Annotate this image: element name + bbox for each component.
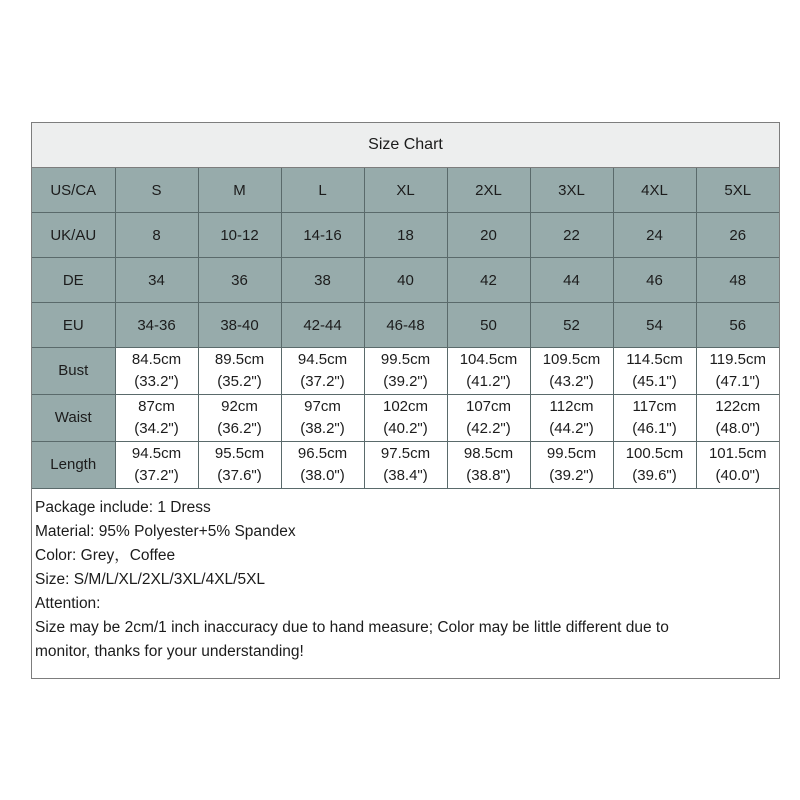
size-row [32, 168, 779, 213]
size-cell: 46-48 [364, 303, 447, 348]
size-table [32, 168, 779, 489]
package-note: Package include: 1 Dress [35, 499, 211, 516]
inch-value: (42.2") [466, 420, 511, 437]
measurement-cell [696, 395, 779, 442]
product-notes [32, 489, 779, 664]
color-note: Color: Grey，Coffee [35, 547, 176, 564]
inch-value: (38.0") [300, 467, 345, 484]
size-row [32, 213, 779, 258]
inch-value: (34.2") [134, 420, 179, 437]
cm-value: 97.5cm [380, 445, 431, 462]
cm-value: 112cm [549, 398, 594, 415]
size-cell: 34 [115, 258, 198, 303]
size-cell: 42 [447, 258, 530, 303]
inch-value: (33.2") [134, 373, 179, 390]
size-chart-title: Size Chart [32, 123, 779, 168]
cm-value: 107cm [465, 398, 512, 415]
inch-value: (38.2") [300, 420, 345, 437]
measurement-cell [115, 395, 198, 442]
measurement-cell [281, 442, 364, 489]
cm-value: 102cm [382, 398, 429, 415]
size-cell: 14-16 [281, 213, 364, 258]
cm-value: 84.5cm [131, 351, 182, 368]
row-label: DE [32, 258, 115, 303]
measurement-cell [198, 442, 281, 489]
cm-value: 94.5cm [131, 445, 182, 462]
size-cell: 20 [447, 213, 530, 258]
cm-value: 100.5cm [625, 445, 684, 462]
size-cell: 42-44 [281, 303, 364, 348]
inch-value: (40.2") [383, 420, 428, 437]
size-cell: M [198, 168, 281, 213]
cm-value: 98.5cm [463, 445, 514, 462]
size-cell: 5XL [696, 168, 779, 213]
size-cell: 8 [115, 213, 198, 258]
size-chart-panel [31, 122, 780, 679]
size-cell: 34-36 [115, 303, 198, 348]
measurement-label: Waist [32, 395, 115, 442]
cm-value: 87cm [138, 398, 175, 415]
measurement-cell [530, 395, 613, 442]
size-cell: 22 [530, 213, 613, 258]
size-cell: 26 [696, 213, 779, 258]
inch-value: (48.0") [715, 420, 760, 437]
inch-value: (45.1") [632, 373, 677, 390]
inch-value: (37.2") [134, 467, 179, 484]
size-cell: 48 [696, 258, 779, 303]
cm-value: 96.5cm [297, 445, 348, 462]
cm-value: 89.5cm [214, 351, 265, 368]
cm-value: 101.5cm [708, 445, 767, 462]
size-cell: 36 [198, 258, 281, 303]
inch-value: (39.2") [549, 467, 594, 484]
measurement-cell [613, 395, 696, 442]
size-cell: XL [364, 168, 447, 213]
measurement-cell [696, 442, 779, 489]
inch-value: (47.1") [715, 373, 760, 390]
cm-value: 99.5cm [546, 445, 597, 462]
size-cell: 56 [696, 303, 779, 348]
attention-heading: Attention: [35, 595, 101, 612]
size-note: Size: S/M/L/XL/2XL/3XL/4XL/5XL [35, 571, 266, 588]
cm-value: 122cm [715, 398, 761, 415]
cm-value: 99.5cm [380, 351, 431, 368]
size-cell: 3XL [530, 168, 613, 213]
cm-value: 92cm [221, 398, 258, 415]
measurement-cell [447, 442, 530, 489]
measurement-cell [281, 395, 364, 442]
cm-value: 109.5cm [542, 351, 601, 368]
cm-value: 95.5cm [214, 445, 265, 462]
measurement-cell [115, 348, 198, 395]
material-note: Material: 95% Polyester+5% Spandex [35, 523, 296, 540]
size-row [32, 258, 779, 303]
size-cell: 38-40 [198, 303, 281, 348]
measurement-cell [364, 348, 447, 395]
row-label: US/CA [32, 168, 115, 213]
measurement-cell [281, 348, 364, 395]
inch-value: (46.1") [632, 420, 677, 437]
row-label: EU [32, 303, 115, 348]
inch-value: (39.6") [632, 467, 677, 484]
size-cell: 40 [364, 258, 447, 303]
measurement-cell [447, 395, 530, 442]
measurement-cell [530, 348, 613, 395]
measurement-cell [447, 348, 530, 395]
inch-value: (36.2") [217, 420, 262, 437]
size-cell: 18 [364, 213, 447, 258]
size-cell: 52 [530, 303, 613, 348]
inch-value: (35.2") [217, 373, 262, 390]
measurement-cell [696, 348, 779, 395]
measurement-cell [530, 442, 613, 489]
size-cell: L [281, 168, 364, 213]
measurement-cell [364, 442, 447, 489]
cm-value: 97cm [304, 398, 341, 415]
inch-value: (37.2") [300, 373, 345, 390]
disclaimer-line-2: monitor, thanks for your understanding! [35, 643, 304, 660]
cm-value: 104.5cm [459, 351, 518, 368]
inch-value: (38.4") [383, 467, 428, 484]
cm-value: 94.5cm [297, 351, 348, 368]
measurement-row [32, 348, 779, 395]
measurement-cell [613, 348, 696, 395]
cm-value: 117cm [632, 398, 677, 415]
size-cell: 54 [613, 303, 696, 348]
size-cell: 46 [613, 258, 696, 303]
size-cell: 38 [281, 258, 364, 303]
size-cell: 2XL [447, 168, 530, 213]
inch-value: (38.8") [466, 467, 511, 484]
measurement-cell [198, 395, 281, 442]
inch-value: (37.6") [217, 467, 262, 484]
measurement-label: Length [32, 442, 115, 489]
measurement-cell [115, 442, 198, 489]
measurement-cell [613, 442, 696, 489]
cm-value: 114.5cm [626, 351, 683, 368]
size-cell: 4XL [613, 168, 696, 213]
inch-value: (43.2") [549, 373, 594, 390]
measurement-row [32, 395, 779, 442]
inch-value: (44.2") [549, 420, 594, 437]
inch-value: (41.2") [466, 373, 511, 390]
size-cell: 24 [613, 213, 696, 258]
size-cell: 50 [447, 303, 530, 348]
size-cell: S [115, 168, 198, 213]
measurement-row [32, 442, 779, 489]
size-row [32, 303, 779, 348]
size-cell: 44 [530, 258, 613, 303]
inch-value: (39.2") [383, 373, 428, 390]
measurement-label: Bust [32, 348, 115, 395]
row-label: UK/AU [32, 213, 115, 258]
inch-value: (40.0") [715, 467, 760, 484]
measurement-cell [198, 348, 281, 395]
cm-value: 119.5cm [709, 351, 766, 368]
size-cell: 10-12 [198, 213, 281, 258]
measurement-cell [364, 395, 447, 442]
disclaimer-line-1: Size may be 2cm/1 inch inaccuracy due to hand measure; Color may be little different due to [35, 619, 669, 636]
